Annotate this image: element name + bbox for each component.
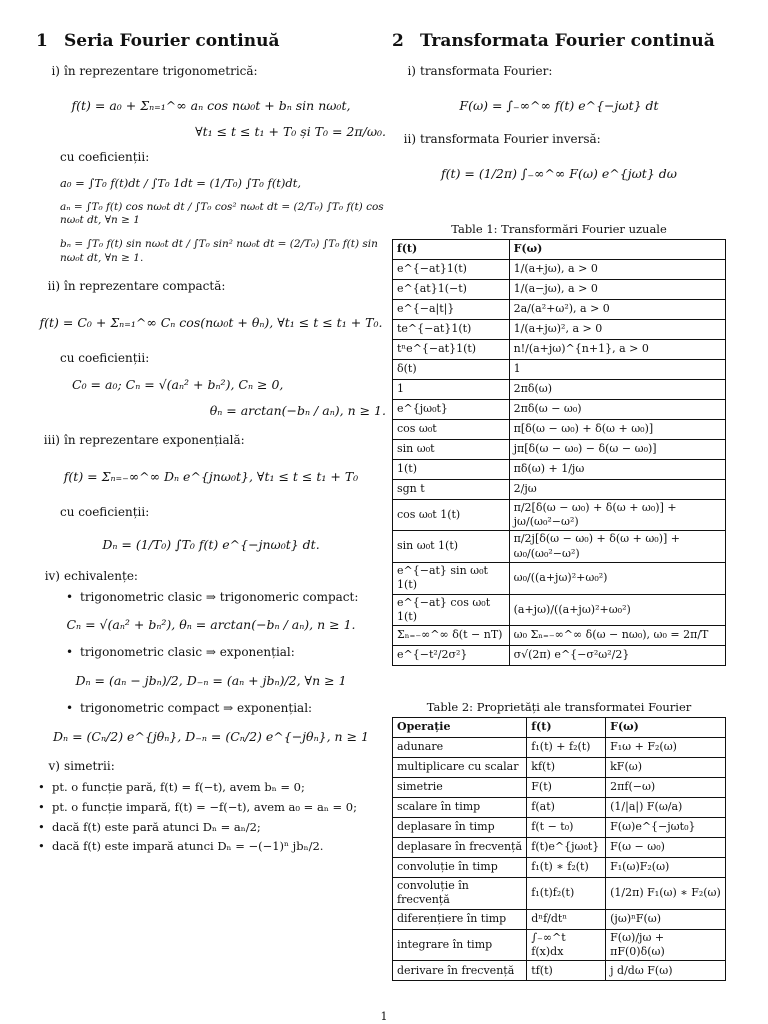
- table1-row: [393, 299, 726, 319]
- table1-row-cell: sgn t: [393, 479, 510, 499]
- table2-row-cell: F(ω − ω₀): [606, 838, 726, 858]
- table1-row: [393, 419, 726, 439]
- bn-formula: bₙ = ∫T₀ f(t) sin nω₀t dt / ∫T₀ sin² nω₀t dt = (2/T₀) ∫T₀ f(t) sin nω₀t dt, ∀n ≥ 1.: [60, 238, 378, 264]
- table2-row-cell: (jω)ⁿF(ω): [606, 909, 726, 929]
- table2-row: [393, 878, 726, 910]
- section-heading-fourier-series: 1 Seria Fourier continuă: [36, 31, 280, 51]
- sym-item-even: • pt. o funcție pară, f(t) = f(−t), avem bₙ = 0;: [38, 780, 386, 795]
- table2-row-cell: diferențiere în timp: [393, 909, 527, 929]
- equiv-item-1: • trigonometric clasic ⇒ trigonomeric compact:: [66, 590, 386, 606]
- compact-series-equation: f(t) = C₀ + Σₙ₌₁^∞ Cₙ cos(nω₀t + θₙ), ∀t₁ ≤ t ≤ t₁ + T₀.: [39, 314, 383, 330]
- table1-row-cell: cos ω₀t: [393, 419, 510, 439]
- table2-row-cell: scalare în timp: [393, 798, 527, 818]
- table2-row: [393, 838, 726, 858]
- table2-row: [393, 929, 726, 961]
- table1-row-cell: e^{−a|t|}: [393, 299, 510, 319]
- table1-row: [393, 279, 726, 299]
- exp-representation: iii) în reprezentare exponențială:: [43, 433, 245, 448]
- trig-series-equation: f(t) = a₀ + Σₙ₌₁^∞ aₙ cos nω₀t + bₙ sin nω₀t,: [71, 97, 351, 113]
- table1-row-cell: jπ[δ(ω − ω₀) − δ(ω − ω₀)]: [509, 439, 725, 459]
- table1-row-cell: e^{−at}1(t): [393, 259, 510, 279]
- table1-row-cell: e^{−at} cos ω₀t 1(t): [393, 594, 510, 626]
- table2-caption: Table 2: Proprietăți ale transformatei Fourier: [426, 700, 692, 715]
- section-heading-fourier-transform: 2 Transformata Fourier continuă: [392, 31, 715, 51]
- table1-row: [393, 339, 726, 359]
- table1-row-cell: ω₀ Σₙ₌₋∞^∞ δ(ω − nω₀), ω₀ = 2π/T: [509, 626, 725, 646]
- symmetries-list: [38, 780, 386, 855]
- table2-row-cell: f(at): [527, 798, 606, 818]
- exp-coef-label: cu coeficienții:: [60, 505, 150, 520]
- page-number: 1: [380, 1009, 388, 1023]
- table2-row: [393, 778, 726, 798]
- table2-row-cell: dⁿf/dtⁿ: [527, 909, 606, 929]
- table1-header: F(ω): [509, 239, 725, 259]
- left-column: [36, 30, 386, 859]
- table2-row-cell: F(ω)/jω + πF(0)δ(ω): [606, 929, 726, 961]
- table1-row-cell: σ√(2π) e^{−σ²ω²/2}: [509, 646, 725, 666]
- table1-row-cell: (a+jω)/((a+jω)²+ω₀²): [509, 594, 725, 626]
- right-column: [392, 30, 726, 981]
- table2-row-cell: integrare în timp: [393, 929, 527, 961]
- table2-row-cell: simetrie: [393, 778, 527, 798]
- table1-row: [393, 594, 726, 626]
- table2-row-cell: f(t − t₀): [527, 818, 606, 838]
- table2-row-cell: j d/dω F(ω): [606, 961, 726, 981]
- table2-row: [393, 738, 726, 758]
- table1-header: f(t): [393, 239, 510, 259]
- equivalences-list: [66, 590, 386, 606]
- table2-row-cell: F₁(ω)F₂(ω): [606, 858, 726, 878]
- trig-representation: i) în reprezentare trigonometrică:: [51, 64, 258, 79]
- table2-row-cell: multiplicare cu scalar: [393, 758, 527, 778]
- equiv-item-3: • trigonometric compact ⇒ exponențial:: [66, 701, 386, 717]
- table2-header: Operație: [393, 718, 527, 738]
- table2-row-cell: convoluție în timp: [393, 858, 527, 878]
- table1-row-cell: πδ(ω) + 1/jω: [509, 459, 725, 479]
- table2-row-cell: ∫₋∞^t f(x)dx: [527, 929, 606, 961]
- table1-caption: Table 1: Transformări Fourier uzuale: [451, 221, 667, 236]
- trig-coef-label: cu coeficienții:: [60, 150, 150, 165]
- trig-series-condition: ∀t₁ ≤ t ≤ t₁ + T₀ și T₀ = 2π/ω₀.: [195, 123, 386, 139]
- table1-row-cell: π/2j[δ(ω − ω₀) + δ(ω + ω₀)] + ω₀/(ω₀²−ω²): [509, 531, 725, 563]
- fourier-properties-table: [392, 717, 726, 981]
- table2-row-cell: f(t)e^{jω₀t}: [527, 838, 606, 858]
- table2-row-cell: deplasare în frecvență: [393, 838, 527, 858]
- table1-row: [393, 359, 726, 379]
- table2-row-cell: adunare: [393, 738, 527, 758]
- table1-row-cell: e^{−t²/2σ²}: [393, 646, 510, 666]
- equivalences-list-3: [66, 701, 386, 717]
- table1-row: [393, 499, 726, 531]
- ift-equation: f(t) = (1/2π) ∫₋∞^∞ F(ω) e^{jωt} dω: [441, 165, 677, 181]
- table1-row-cell: 1: [393, 379, 510, 399]
- table1-row-cell: sin ω₀t 1(t): [393, 531, 510, 563]
- c-coef-formula: C₀ = a₀; Cₙ = √(aₙ² + bₙ²), Cₙ ≥ 0,: [72, 376, 284, 392]
- table1-row-cell: 2πδ(ω − ω₀): [509, 399, 725, 419]
- table2-row-cell: (1/2π) F₁(ω) ∗ F₂(ω): [606, 878, 726, 910]
- table2-row: [393, 858, 726, 878]
- equivalences-list-2: [66, 645, 386, 661]
- table1-row: [393, 379, 726, 399]
- table1-row-cell: 1/(a+jω)², a > 0: [509, 319, 725, 339]
- table1-row-cell: n!/(a+jω)^{n+1}, a > 0: [509, 339, 725, 359]
- table1-row-cell: 1/(a+jω), a > 0: [509, 259, 725, 279]
- table1-row-cell: te^{−at}1(t): [393, 319, 510, 339]
- table1-row-cell: cos ω₀t 1(t): [393, 499, 510, 531]
- ift-definition: ii) transformata Fourier inversă:: [403, 131, 601, 146]
- table2-header: F(ω): [606, 718, 726, 738]
- fourier-transforms-table: [392, 239, 726, 666]
- table1-row: [393, 459, 726, 479]
- table1-row: [393, 531, 726, 563]
- theta-formula: θₙ = arctan(−bₙ / aₙ), n ≥ 1.: [209, 402, 386, 418]
- table2-row-cell: f₁(t)f₂(t): [527, 878, 606, 910]
- table2-row-cell: convoluție în frecvență: [393, 878, 527, 910]
- table1-row-cell: sin ω₀t: [393, 439, 510, 459]
- table1-row: [393, 626, 726, 646]
- table1-row-cell: e^{at}1(−t): [393, 279, 510, 299]
- a0-formula: a₀ = ∫T₀ f(t)dt / ∫T₀ 1dt = (1/T₀) ∫T₀ f(t)dt,: [60, 175, 302, 190]
- table2-row-cell: f₁(t) ∗ f₂(t): [527, 858, 606, 878]
- sym-item-odd: • pt. o funcție impară, f(t) = −f(−t), avem a₀ = aₙ = 0;: [38, 800, 386, 815]
- table2-row-cell: F(ω)e^{−jωt₀}: [606, 818, 726, 838]
- table2-row: [393, 818, 726, 838]
- table1-row-cell: 2πδ(ω): [509, 379, 725, 399]
- table2-row-cell: f₁(t) + f₂(t): [527, 738, 606, 758]
- compact-representation: ii) în reprezentare compactă:: [47, 279, 226, 294]
- table1-row: [393, 319, 726, 339]
- table1-row-cell: ω₀/((a+jω)²+ω₀²): [509, 562, 725, 594]
- table2-row-cell: derivare în frecvență: [393, 961, 527, 981]
- equiv-formula-1: Cₙ = √(aₙ² + bₙ²), θₙ = arctan(−bₙ / aₙ), n ≥ 1.: [66, 617, 356, 633]
- compact-coef-label: cu coeficienții:: [60, 351, 150, 366]
- table2-row: [393, 909, 726, 929]
- equiv-formula-3: Dₙ = (Cₙ/2) e^{jθₙ}, D₋ₙ = (Cₙ/2) e^{−jθₙ}, n ≥ 1: [53, 728, 369, 744]
- table2-row-cell: kF(ω): [606, 758, 726, 778]
- table2-header: f(t): [527, 718, 606, 738]
- equiv-item-2: • trigonometric clasic ⇒ exponențial:: [66, 645, 386, 661]
- table2-row-cell: F₁ω + F₂(ω): [606, 738, 726, 758]
- exp-series-equation: f(t) = Σₙ₌₋∞^∞ Dₙ e^{jnω₀t}, ∀t₁ ≤ t ≤ t₁ + T₀: [63, 468, 359, 484]
- table1-row: [393, 646, 726, 666]
- equiv-formula-2: Dₙ = (aₙ − jbₙ)/2, D₋ₙ = (aₙ + jbₙ)/2, ∀n ≥ 1: [75, 672, 347, 688]
- table2-row-cell: F(t): [527, 778, 606, 798]
- table1-row: [393, 479, 726, 499]
- table1-row-cell: 2a/(a²+ω²), a > 0: [509, 299, 725, 319]
- table2-row: [393, 758, 726, 778]
- table1-row-cell: tⁿe^{−at}1(t): [393, 339, 510, 359]
- an-formula: aₙ = ∫T₀ f(t) cos nω₀t dt / ∫T₀ cos² nω₀t dt = (2/T₀) ∫T₀ f(t) cos nω₀t dt, ∀n ≥ 1: [60, 200, 384, 227]
- table1-row-cell: Σₙ₌₋∞^∞ δ(t − nT): [393, 626, 510, 646]
- table1-row-cell: e^{−at} sin ω₀t 1(t): [393, 562, 510, 594]
- ft-definition: i) transformata Fourier:: [407, 64, 553, 79]
- table1-row-cell: π/2[δ(ω − ω₀) + δ(ω + ω₀)] + jω/(ω₀²−ω²): [509, 499, 725, 531]
- table1-row-cell: 1: [509, 359, 725, 379]
- table1-row: [393, 562, 726, 594]
- dn-formula: Dₙ = (1/T₀) ∫T₀ f(t) e^{−jnω₀t} dt.: [102, 536, 320, 552]
- sym-item-odd-dn: • dacă f(t) este impară atunci Dₙ = −(−1)ⁿ jbₙ/2.: [38, 839, 386, 854]
- table1-row: [393, 439, 726, 459]
- table1-row: [393, 259, 726, 279]
- table1-row: [393, 399, 726, 419]
- symmetries: v) simetrii:: [48, 759, 115, 774]
- table2-row-cell: kf(t): [527, 758, 606, 778]
- table2-row-cell: deplasare în timp: [393, 818, 527, 838]
- ft-equation: F(ω) = ∫₋∞^∞ f(t) e^{−jωt} dt: [459, 97, 659, 113]
- table1-row-cell: 1(t): [393, 459, 510, 479]
- table1-row-cell: δ(t): [393, 359, 510, 379]
- table1-row-cell: 1/(a−jω), a > 0: [509, 279, 725, 299]
- table1-row-cell: 2/jω: [509, 479, 725, 499]
- table2-row-cell: tf(t): [527, 961, 606, 981]
- table2-row-cell: 2πf(−ω): [606, 778, 726, 798]
- sym-item-even-dn: • dacă f(t) este pară atunci Dₙ = aₙ/2;: [38, 820, 386, 835]
- table2-row: [393, 798, 726, 818]
- equivalences: iv) echivalențe:: [44, 568, 138, 583]
- table2-row: [393, 961, 726, 981]
- table2-row-cell: (1/|a|) F(ω/a): [606, 798, 726, 818]
- table1-row-cell: e^{jω₀t}: [393, 399, 510, 419]
- table1-row-cell: π[δ(ω − ω₀) + δ(ω + ω₀)]: [509, 419, 725, 439]
